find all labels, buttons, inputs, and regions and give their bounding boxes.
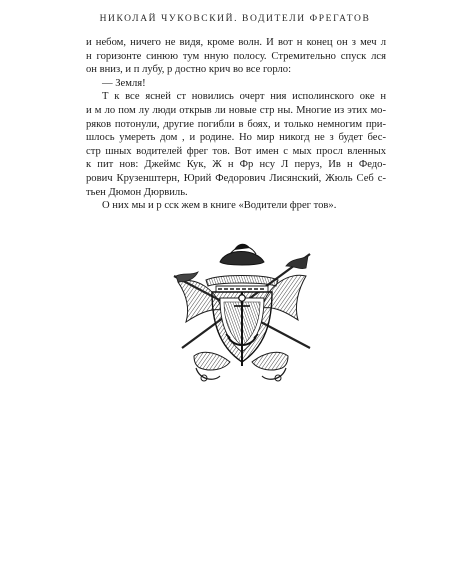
ship-emblem-icon bbox=[160, 236, 322, 396]
text-line: — Земля! bbox=[102, 77, 146, 89]
text-line: шлось умереть дом , и родине. Но мир никогд не з будет бес- bbox=[86, 132, 386, 144]
text-line: н горизонте синюю тум нную полосу. Стремительно спуск лся bbox=[86, 50, 386, 62]
text-line: ряков потонули, другие погибли в боях, и только немногим при- bbox=[86, 118, 386, 130]
text-line: и м ло пом лу люди открыв ли новые стр ны. Многие из этих мо- bbox=[86, 104, 386, 116]
text-line: тьен Дюмон Дюрвиль. bbox=[86, 186, 188, 198]
text-line: рович Крузенштерн, Юрий Федорович Лисянский, Жюль Себ с- bbox=[86, 172, 386, 184]
body-text bbox=[86, 36, 386, 213]
text-line: и небом, ничего не видя, кроме волн. И вот н конец он з меч л bbox=[86, 37, 386, 48]
running-title: НИКОЛАЙ ЧУКОВСКИЙ. ВОДИТЕЛИ ФРЕГАТОВ bbox=[99, 14, 371, 24]
text-line: к пит нов: Джеймс Кук, Ж н Фр нсу Л перуз, Ив н Федо- bbox=[86, 159, 386, 171]
text-line: стр шных водителей фрег тов. Вот имен с мых просл вленных bbox=[86, 145, 386, 157]
text-line: О них мы и р сск жем в книге «Водители фрег тов». bbox=[102, 200, 337, 212]
text-line: он вниз, и п лубу, р достно крич во все горло: bbox=[86, 64, 292, 76]
text-line: Т к все ясней ст новились очерт ния исполинского оке н bbox=[102, 91, 386, 103]
